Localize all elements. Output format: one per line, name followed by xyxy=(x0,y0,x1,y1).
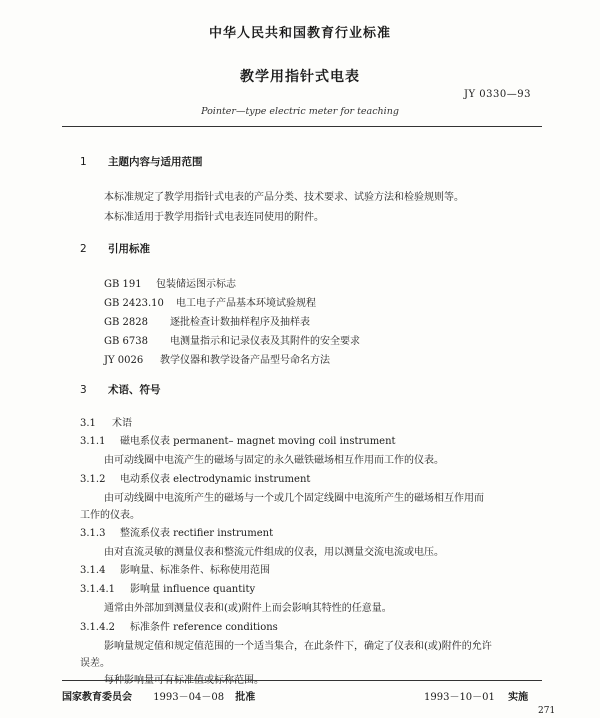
clause-3-1-1 xyxy=(80,432,396,447)
section-number: 2 xyxy=(80,243,87,255)
reference-code: JY 0026 xyxy=(104,355,144,366)
clause-number: 3.1 xyxy=(80,418,96,429)
paragraph: 本标准规定了教学用指针式电表的产品分类、技术要求、试验方法和检验规则等。 xyxy=(104,192,464,203)
approve-label: 批准 xyxy=(235,692,256,703)
section-2-heading xyxy=(80,241,150,256)
section-number: 1 xyxy=(80,156,87,168)
clause-number: 3.1.1 xyxy=(80,436,106,447)
implementation-label: 实施 xyxy=(508,692,529,703)
clause-description: 由对直流灵敏的测量仪表和整流元件组成的仪表，用以测量交流电流或电压。 xyxy=(104,547,444,558)
clause-3-1-2 xyxy=(80,470,310,485)
approve-date: 1993－04－08 xyxy=(153,692,225,703)
clause-number: 3.1.2 xyxy=(80,474,106,485)
section-1-heading xyxy=(80,154,203,169)
reference-text: 包装储运图示标志 xyxy=(156,279,236,290)
reference-item xyxy=(104,332,360,347)
paragraph: 本标准适用于教学用指针式电表连同使用的附件。 xyxy=(104,212,324,223)
section-number: 3 xyxy=(80,384,87,396)
clause-title: 术语 xyxy=(112,418,132,429)
clause-3-1-3 xyxy=(80,524,273,539)
document-title: 教学用指针式电表 xyxy=(240,69,360,85)
reference-item xyxy=(104,275,236,290)
clause-3-1-4 xyxy=(80,561,270,576)
reference-text: 电工电子产品基本环境试验规程 xyxy=(176,298,316,309)
clause-title: 整流系仪表 rectifier instrument xyxy=(120,528,274,539)
clause-description-continued: 误差。 xyxy=(80,658,110,669)
clause-title: 电动系仪表 electrodynamic instrument xyxy=(120,474,311,485)
title-divider xyxy=(62,126,542,127)
clause-3-1 xyxy=(80,414,132,429)
english-subtitle: Pointer—type electric meter for teaching xyxy=(201,106,399,117)
clause-number: 3.1.3 xyxy=(80,528,106,539)
clause-description-continued: 工作的仪表。 xyxy=(80,510,140,521)
standard-code: JY 0330—93 xyxy=(464,89,531,100)
footer-approval xyxy=(62,688,255,703)
clause-title: 标准条件 reference conditions xyxy=(130,622,278,633)
clause-title: 磁电系仪表 permanent– magnet moving coil instrument xyxy=(120,436,396,447)
clause-description: 影响量规定值和规定值范围的一个适当集合，在此条件下，确定了仪表和(或)附件的允许 xyxy=(104,641,492,652)
issuer: 国家教育委员会 xyxy=(62,692,132,703)
clause-number: 3.1.4 xyxy=(80,565,106,576)
page-number: 271 xyxy=(538,706,556,716)
reference-item xyxy=(104,351,330,366)
clause-number: 3.1.4.1 xyxy=(80,584,115,595)
reference-code: GB 6738 xyxy=(104,336,148,347)
footer-divider xyxy=(62,680,542,681)
clause-description: 由可动线圈中电流产生的磁场与固定的永久磁铁磁场相互作用而工作的仪表。 xyxy=(104,455,444,466)
section-title: 引用标准 xyxy=(108,243,150,255)
reference-item xyxy=(104,313,310,328)
clause-3-1-4-2 xyxy=(80,618,278,633)
section-3-heading xyxy=(80,382,161,397)
clause-description: 由可动线圈中电流所产生的磁场与一个或几个固定线圈中电流所产生的磁场相互作用而 xyxy=(104,493,484,504)
section-title: 术语、符号 xyxy=(108,384,161,396)
reference-code: GB 191 xyxy=(104,279,142,290)
clause-3-1-4-1 xyxy=(80,580,255,595)
section-title: 主题内容与适用范围 xyxy=(108,156,203,168)
reference-text: 电测量指示和记录仪表及其附件的安全要求 xyxy=(170,336,360,347)
reference-text: 教学仪器和教学设备产品型号命名方法 xyxy=(160,355,330,366)
reference-code: GB 2423.10 xyxy=(104,298,164,309)
standard-header: 中华人民共和国教育行业标准 xyxy=(208,26,391,41)
clause-title: 影响量 influence quantity xyxy=(130,584,256,595)
reference-code: GB 2828 xyxy=(104,317,148,328)
reference-text: 逐批检查计数抽样程序及抽样表 xyxy=(170,317,310,328)
reference-item xyxy=(104,294,316,309)
clause-title: 影响量、标准条件、标称使用范围 xyxy=(120,565,270,576)
clause-description: 每种影响量可有标准值或标称范围。 xyxy=(104,675,264,686)
clause-number: 3.1.4.2 xyxy=(80,622,115,633)
footer-implementation xyxy=(424,688,528,703)
clause-description: 通常由外部加到测量仪表和(或)附件上而会影响其特性的任意量。 xyxy=(104,603,392,614)
implementation-date: 1993－10－01 xyxy=(424,692,495,703)
